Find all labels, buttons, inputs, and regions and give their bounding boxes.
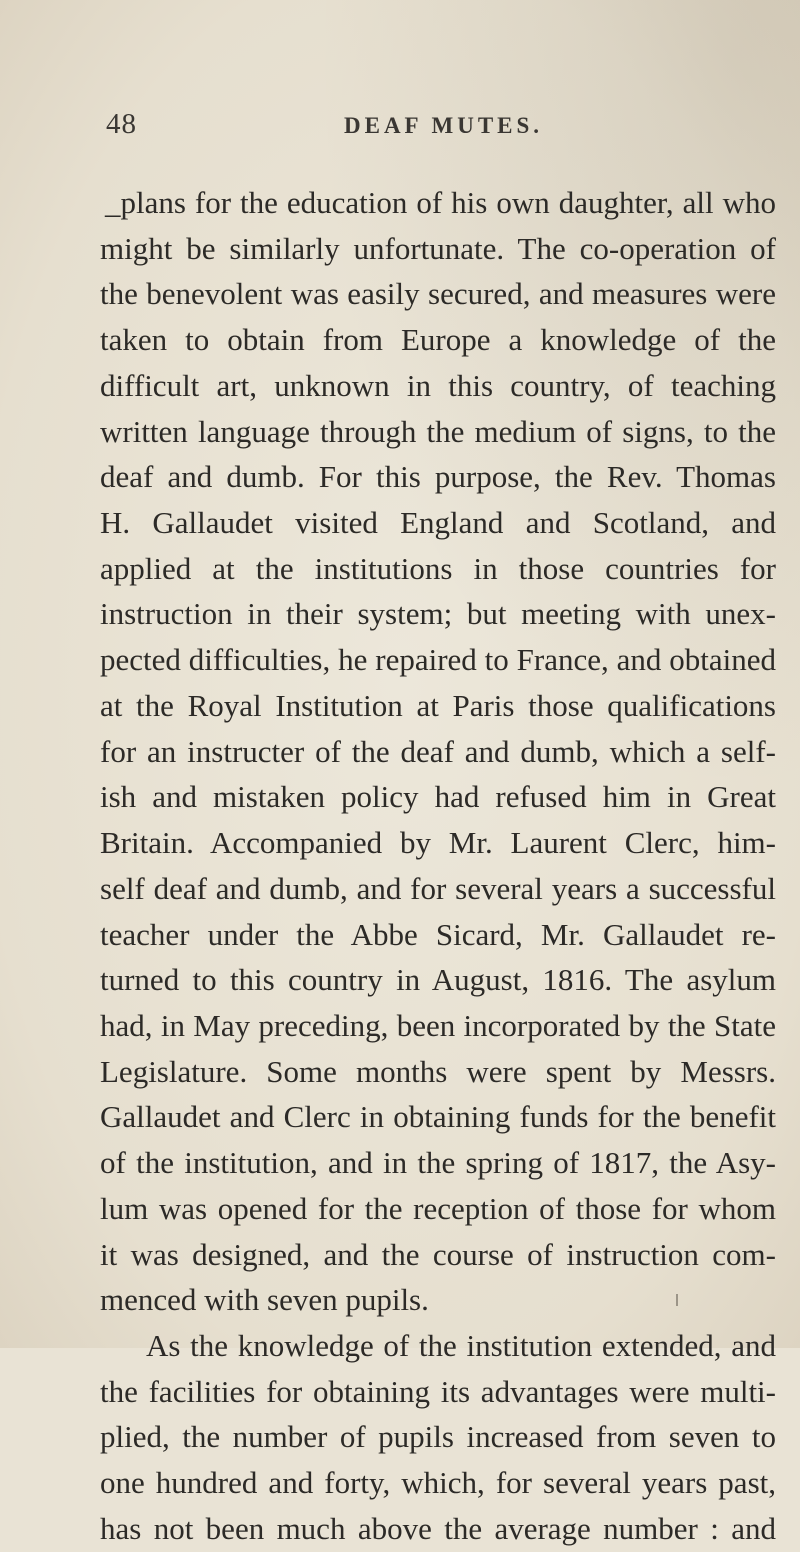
- text-line: the facilities for obtaining its advantages were multi-: [100, 1373, 776, 1409]
- text-line: written language through the medium of signs, to the: [100, 413, 776, 449]
- page-number: 48: [106, 108, 137, 140]
- text-line: the benevolent was easily secured, and measures were: [100, 276, 776, 312]
- text-line: teacher under the Abbe Sicard, Mr. Gallaudet re-: [100, 916, 776, 952]
- text-line: pected difficulties, he repaired to France, and obtained: [100, 642, 776, 678]
- text-line: might be similarly unfortunate. The co-operation of: [100, 230, 776, 266]
- text-line: ish and mistaken policy had refused him in Great: [100, 779, 776, 815]
- text-line: Legislature. Some months were spent by Messrs.: [100, 1053, 776, 1089]
- running-head: [106, 104, 776, 144]
- text-line: of the institution, and in the spring of 1817, the Asy-: [100, 1145, 776, 1181]
- text-line: _plans for the education of his own daughter, all who: [105, 185, 776, 220]
- text-line: turned to this country in August, 1816. The asylum: [100, 962, 776, 998]
- text-line: at the Royal Institution at Paris those qualifications: [100, 687, 776, 723]
- text-line: instruction in their system; but meeting with unex-: [100, 596, 776, 632]
- text-line: plied, the number of pupils increased from seven to: [100, 1419, 776, 1455]
- text-line: menced with seven pupils.: [100, 1282, 429, 1318]
- text-line: Britain. Accompanied by Mr. Laurent Clerc, him-: [100, 825, 776, 861]
- text-line: deaf and dumb. For this purpose, the Rev. Thomas: [100, 459, 776, 495]
- text-line: difficult art, unknown in this country, of teaching: [100, 367, 776, 403]
- text-line: lum was opened for the reception of those for whom: [100, 1190, 776, 1226]
- text-line: Gallaudet and Clerc in obtaining funds for the benefit: [100, 1099, 776, 1135]
- text-line: self deaf and dumb, and for several years a successful: [100, 870, 776, 906]
- text-line: taken to obtain from Europe a knowledge of the: [100, 322, 776, 358]
- text-line: applied at the institutions in those countries for: [100, 550, 776, 586]
- text-line: one hundred and forty, which, for several years past,: [100, 1465, 776, 1501]
- running-title: DEAF MUTES.: [344, 113, 544, 138]
- text-line: it was designed, and the course of instruction com-: [100, 1236, 776, 1272]
- text-line: H. Gallaudet visited England and Scotland, and: [100, 505, 776, 541]
- text-line: As the knowledge of the institution extended, and: [146, 1327, 776, 1363]
- text-line: has not been much above the average number : and: [100, 1510, 776, 1546]
- body-text: [100, 180, 776, 1552]
- ink-speck: [676, 1294, 678, 1306]
- text-line: had, in May preceding, been incorporated by the State: [100, 1007, 776, 1043]
- text-line: for an instructer of the deaf and dumb, which a self-: [100, 733, 776, 769]
